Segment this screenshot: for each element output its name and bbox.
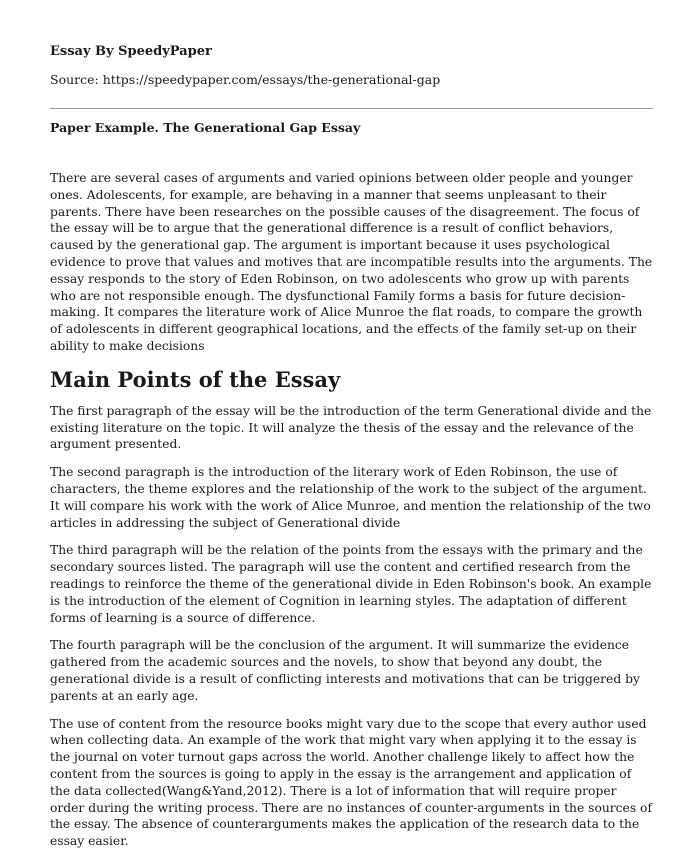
body-paragraph: The use of content from the resource books might vary due to the scope that every author used when collecting data. An example of the work that might vary when applying it to the essay is the journal on voter turnout gaps across the world. Another challenge likely to affect how the content from the sources is going to apply in the essay is the arrangement and application of the data collected(Wang&Yand,2012). There is a lot of information that will require proper order during the writing process. There are no instances of counter-arguments in the sources of the essay. The absence of counterarguments makes the application of the research data to the essay easier.	[50, 716, 652, 849]
source-line: Source: https://speedypaper.com/essays/the-generational-gap	[50, 72, 441, 87]
body-paragraph: The third paragraph will be the relation of the points from the essays with the primary and the secondary sources listed. The paragraph will use the content and certified research from the readings to reinforce the theme of the generational divide in Eden Robinson's book. An example is the introduction of the element of Cognition in learning styles. The adaptation of different forms of learning is a source of difference.	[50, 543, 652, 625]
paper-title: Paper Example. The Generational Gap Essay	[50, 120, 361, 135]
essay-body	[50, 170, 653, 861]
site-title: Essay By SpeedyPaper	[50, 44, 212, 59]
body-paragraph: The second paragraph is the introduction of the literary work of Eden Robinson, the use of characters, the theme explores and the relationship of the work to the subject of the argument. It will compare his work with the work of Alice Munroe, and mention the relationship of the two articles in addressing the subject of Generational divide	[50, 465, 651, 530]
section-heading: Main Points of the Essay	[50, 366, 341, 392]
intro-paragraph: There are several cases of arguments and varied opinions between older people and younger ones. Adolescents, for example, are behaving in a manner that seems unpleasant to their parents. There have been researches on the possible causes of the disagreement. The focus of the essay will be to argue that the generational difference is a result of conflict behaviors, caused by the generational gap. The argument is important because it uses psychological evidence to prove that values and motives that are incompatible results into the arguments. The essay responds to the story of Eden Robinson, on two adolescents who grow up with parents who are not responsible enough. The dysfunctional Family forms a basis for future decision-making. It compares the literature work of Alice Munroe the flat roads, to compare the growth of adolescents in different geographical locations, and the effects of the family set-up on their ability to make decisions	[50, 171, 653, 353]
header-divider	[50, 108, 653, 109]
body-paragraph: The fourth paragraph will be the conclusion of the argument. It will summarize the evidence gathered from the academic sources and the novels, to show that beyond any doubt, the generational divide is a result of conflicting interests and motivations that can be triggered by parents at an early age.	[50, 638, 640, 703]
body-paragraph: The first paragraph of the essay will be the introduction of the term Generational divide and the existing literature on the topic. It will analyze the thesis of the essay and the relevance of the argument presented.	[50, 403, 652, 452]
